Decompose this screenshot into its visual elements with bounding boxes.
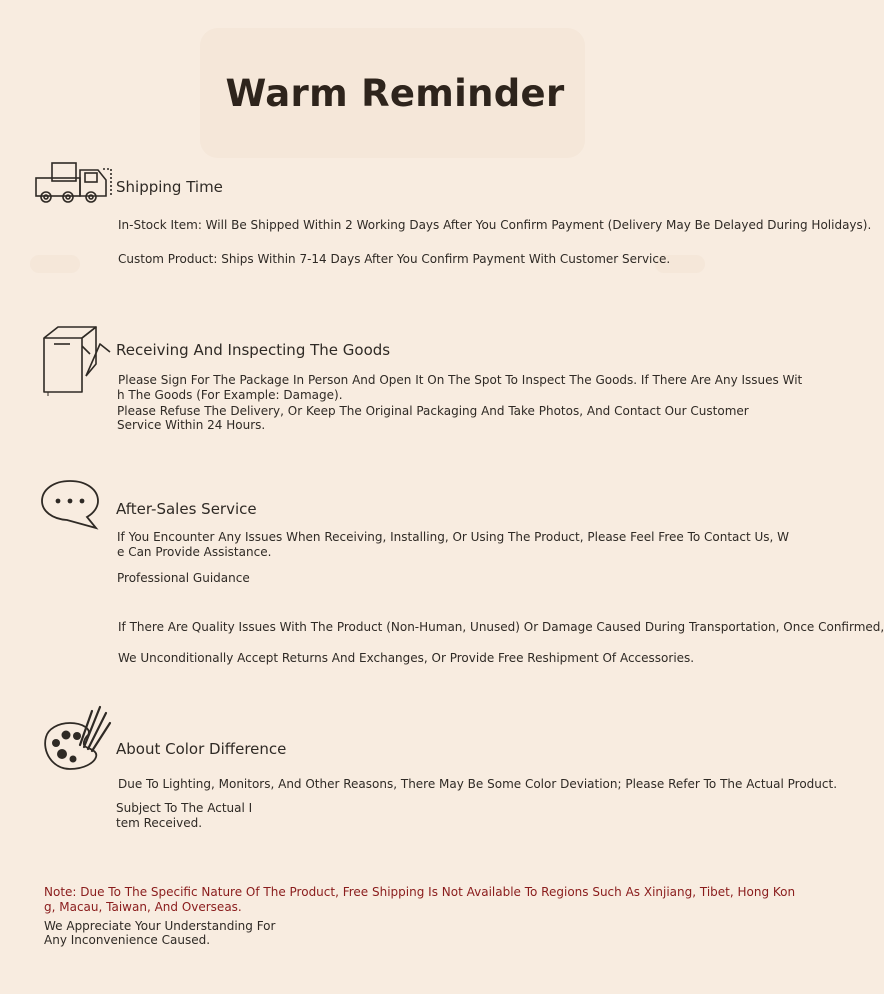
after-sales-line-1b: e Can Provide Assistance. (117, 545, 272, 559)
section-heading-shipping: Shipping Time (116, 178, 223, 196)
thanks-line-b: Any Inconvenience Caused. (44, 933, 211, 947)
section-heading-receiving: Receiving And Inspecting The Goods (116, 341, 391, 359)
section-heading-color: About Color Difference (116, 740, 287, 758)
after-sales-line-3: If There Are Quality Issues With The Product (Non-Human, Unused) Or Damage Caused During Transportation, Once Confirmed, (118, 620, 884, 634)
color-line-2a: Subject To The Actual I (116, 801, 253, 815)
chat-bubble-icon (40, 478, 102, 530)
section-heading-after-sales: After-Sales Service (116, 500, 257, 518)
shipping-line-1: In-Stock Item: Will Be Shipped Within 2 Working Days After You Confirm Payment (Delivery May Be Delayed During Holidays). (118, 218, 872, 232)
receiving-line-2a: Please Refuse The Delivery, Or Keep The Original Packaging And Take Photos, And Contact Our Customer (117, 404, 749, 418)
after-sales-line-4: We Unconditionally Accept Returns And Exchanges, Or Provide Free Reshipment Of Accessories. (118, 651, 695, 665)
truck-icon (33, 160, 117, 206)
shipping-restriction-note-b: g, Macau, Taiwan, And Overseas. (44, 900, 242, 914)
after-sales-line-2: Professional Guidance (117, 571, 250, 585)
after-sales-line-1a: If You Encounter Any Issues When Receiving, Installing, Or Using The Product, Please Feel Free To Contact Us, W (117, 530, 790, 544)
background-blotch (30, 255, 80, 273)
palette-icon (40, 703, 114, 773)
color-line-1: Due To Lighting, Monitors, And Other Reasons, There May Be Some Color Deviation; Please Refer To The Actual Product. (118, 777, 838, 791)
shipping-restriction-note-a: Note: Due To The Specific Nature Of The Product, Free Shipping Is Not Available To Regions Such As Xinjiang, Tibet, Hong Kon (44, 885, 796, 899)
color-line-2b: tem Received. (116, 816, 203, 830)
receiving-line-1b: h The Goods (For Example: Damage). (117, 388, 343, 402)
page-title: Warm Reminder (225, 72, 565, 115)
thanks-line-a: We Appreciate Your Understanding For (44, 919, 276, 933)
box-icon (40, 324, 112, 398)
receiving-line-2b: Service Within 24 Hours. (117, 418, 266, 432)
shipping-line-2: Custom Product: Ships Within 7-14 Days After You Confirm Payment With Customer Service. (118, 252, 671, 266)
receiving-line-1a: Please Sign For The Package In Person And Open It On The Spot To Inspect The Goods. If There Are Any Issues Wit (118, 373, 803, 387)
